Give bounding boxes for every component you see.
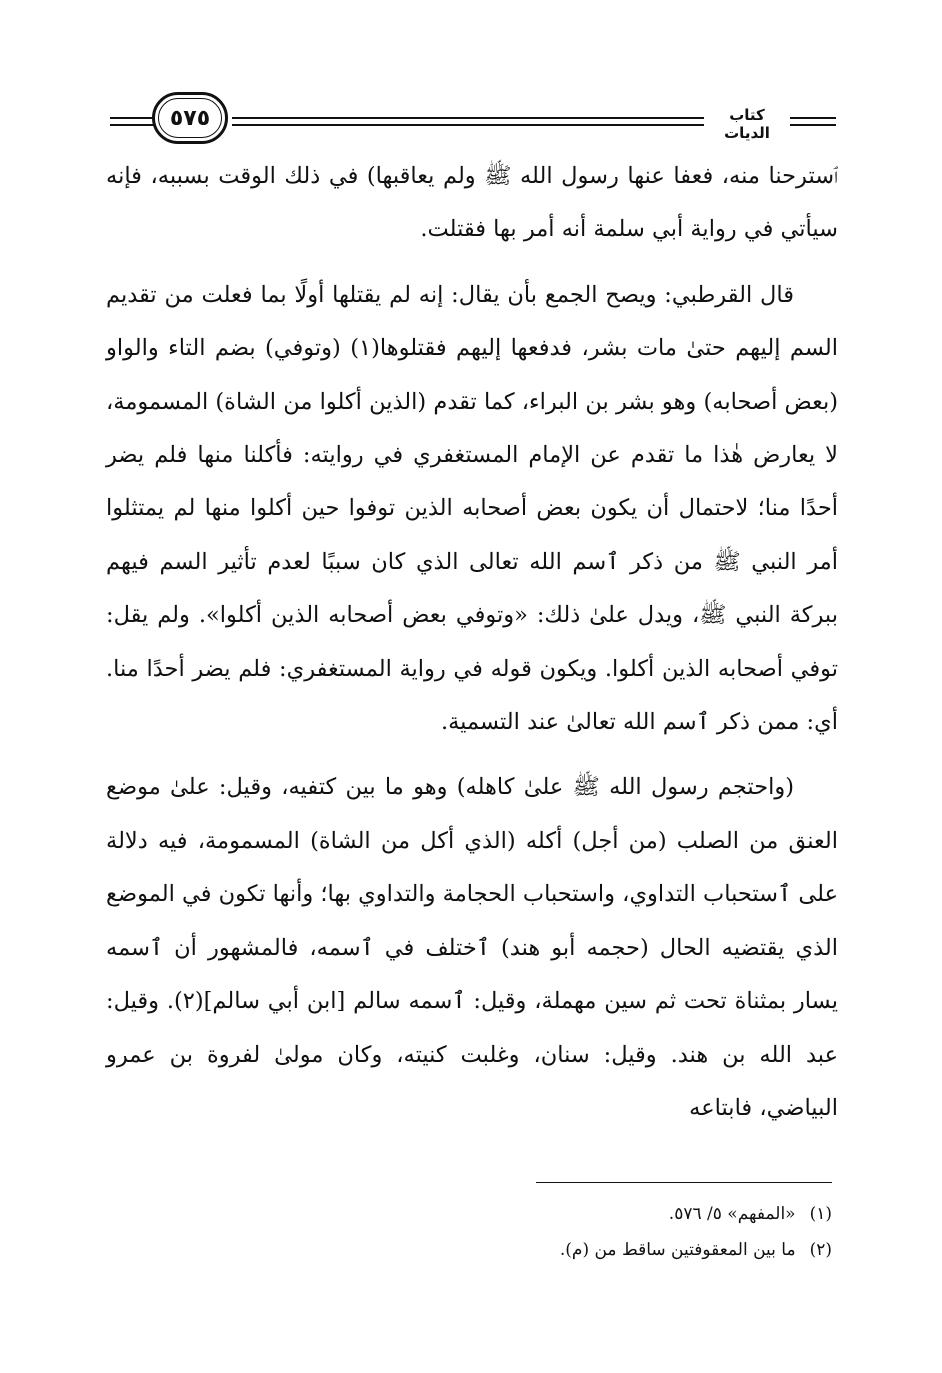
footnote-text: «المفهم» ٥/ ٥٧٦. bbox=[668, 1204, 796, 1224]
footnote-number: (١) bbox=[809, 1204, 832, 1224]
header-rule bbox=[232, 117, 704, 119]
header-rule bbox=[790, 117, 836, 119]
footnote-text: ما بين المعقوفتين ساقط من (م). bbox=[559, 1240, 796, 1260]
page-number-badge bbox=[152, 92, 228, 144]
footnotes bbox=[300, 1196, 832, 1268]
footnote-number: (٢) bbox=[809, 1240, 832, 1260]
header-rule bbox=[790, 124, 836, 126]
footnote-divider bbox=[536, 1182, 832, 1183]
running-title: كتاب الديات bbox=[724, 106, 770, 142]
paragraph-3: (واحتجم رسول الله ﷺ علىٰ كاهله) وهو ما بين كتفيه، وقيل: علىٰ موضع العنق من الصلب (من أجل) أكله (الذي أكل من الشاة) المسمومة، فيه دلالة على ٱستحباب التداوي، واستحباب الحجامة والتداوي بها؛ وأنها تكون في الموضع الذي يقتضيه الحال (حجمه أبو هند) ٱختلف في ٱسمه، فالمشهور أن ٱسمه يسار بمثناة تحت ثم سين مهملة، وقيل: ٱسمه سالم [ابن أبي سالم](٢). وقيل: عبد الله بن هند. وقيل: سنان، وغلبت كنيته، وكان مولىٰ لفروة بن عمرو البياضي، فابتاعه bbox=[106, 774, 838, 1121]
main-text bbox=[106, 150, 838, 1135]
header-rule bbox=[232, 124, 704, 126]
page-number: ٥٧٥ bbox=[169, 105, 211, 131]
footnote-2 bbox=[300, 1232, 832, 1268]
paragraph-1: ٱسترحنا منه، فعفا عنها رسول الله ﷺ ولم يعاقبها) في ذلك الوقت بسببه، فإنه سيأتي في رواية أبي سلمة أنه أمر بها فقتلت. bbox=[106, 163, 838, 243]
footnote-1 bbox=[300, 1196, 832, 1232]
paragraph-2: قال القرطبي: ويصح الجمع بأن يقال: إنه لم يقتلها أولًا بما فعلت من تقديم السم إليهم حتىٰ مات بشر، فدفعها إليهم فقتلوها(١) (وتوفي) بضم التاء والواو (بعض أصحابه) وهو بشر بن البراء، كما تقدم (الذين أكلوا من الشاة) المسمومة، لا يعارض هٰذا ما تقدم عن الإمام المستغفري في روايته: فأكلنا منها فلم يضر أحدًا منا؛ لاحتمال أن يكون بعض أصحابه الذين توفوا حين أكلوا منها لم يمتثلوا أمر النبي ﷺ من ذكر ٱسم الله تعالى الذي كان سببًا لعدم تأثير السم فيهم ببركة النبي ﷺ، ويدل علىٰ ذلك: «وتوفي بعض أصحابه الذين أكلوا». ولم يقل: توفي أصحابه الذين أكلوا. ويكون قوله في رواية المستغفري: فلم يضر أحدًا منا. أي: ممن ذكر ٱسم الله تعالىٰ عند التسمية. bbox=[106, 281, 838, 736]
